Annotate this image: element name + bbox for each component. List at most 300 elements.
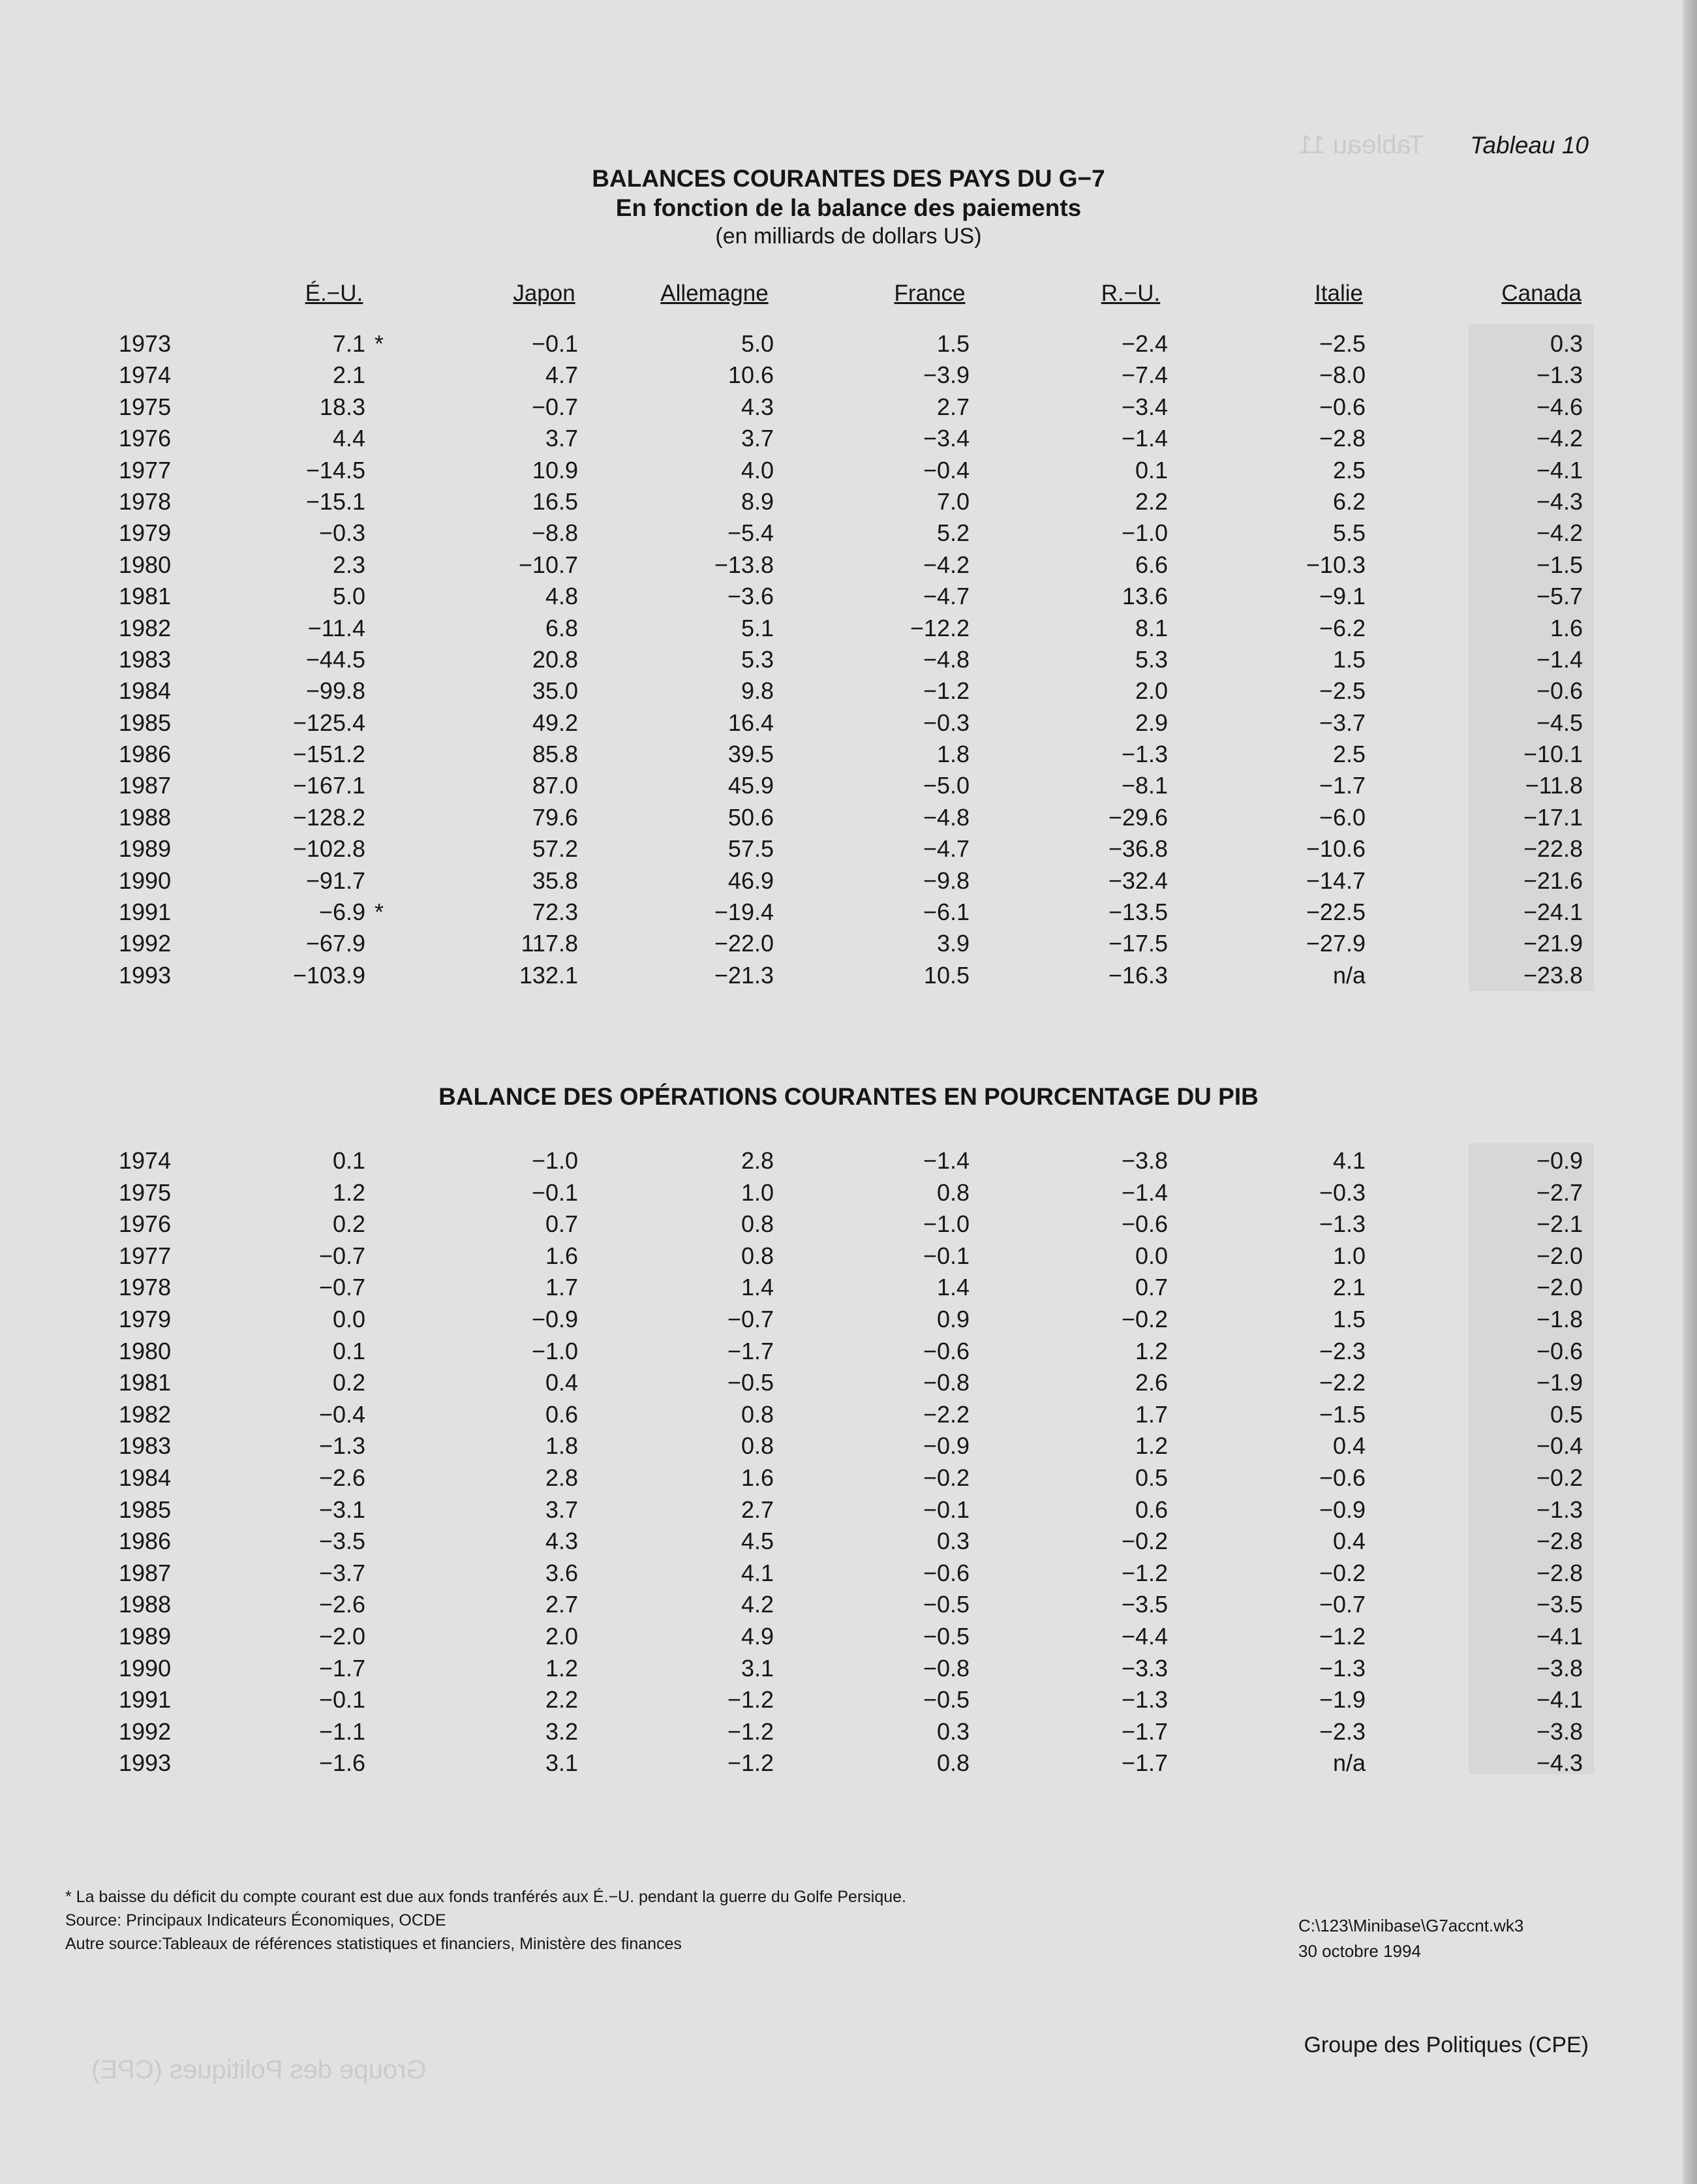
value-cell-allemagne: −21.3 [714, 961, 774, 989]
table-row [0, 453, 1697, 484]
value-cell-allemagne: 39.5 [727, 741, 774, 768]
value-cell-us: 0.2 [332, 1210, 365, 1238]
value-cell-japon: 2.0 [545, 1622, 578, 1650]
value-cell-france: −3.9 [923, 361, 970, 389]
value-cell-canada: −4.1 [1536, 1622, 1583, 1650]
value-cell-us: −2.0 [318, 1622, 365, 1650]
table-row [0, 1334, 1697, 1366]
value-cell-us: −1.7 [318, 1654, 365, 1682]
value-cell-us: −2.6 [318, 1591, 365, 1618]
value-cell-ru: −3.5 [1121, 1591, 1168, 1618]
value-cell-canada: −4.5 [1536, 709, 1583, 736]
value-cell-ru: 0.6 [1135, 1496, 1168, 1523]
value-cell-canada: −1.3 [1536, 361, 1583, 389]
document-date: 30 octobre 1994 [1298, 1941, 1421, 1961]
value-cell-france: −6.1 [923, 899, 970, 926]
value-cell-italie: −10.6 [1306, 835, 1366, 863]
value-cell-allemagne: 45.9 [727, 772, 774, 799]
year-cell: 1993 [119, 1749, 172, 1777]
value-cell-italie: −2.3 [1319, 1717, 1366, 1745]
year-cell: 1981 [119, 1369, 172, 1396]
value-cell-us: 7.1 [332, 330, 365, 357]
value-cell-france: −0.5 [923, 1622, 970, 1650]
table-row [0, 515, 1697, 547]
value-cell-italie: −1.9 [1319, 1686, 1366, 1714]
table-row [0, 642, 1697, 673]
value-cell-italie: 5.5 [1332, 519, 1366, 547]
value-cell-allemagne: −0.5 [727, 1369, 774, 1396]
value-cell-ru: 0.1 [1135, 456, 1168, 484]
value-cell-japon: −0.9 [531, 1305, 578, 1332]
value-cell-canada: −1.9 [1536, 1369, 1583, 1396]
document-subtitle: En fonction de la balance des paiements [615, 194, 1082, 221]
year-cell: 1980 [119, 1337, 172, 1364]
value-cell-us: −99.8 [305, 677, 365, 705]
value-cell-us: −125.4 [292, 709, 365, 736]
value-cell-us: −44.5 [305, 645, 365, 673]
value-cell-france: 7.0 [936, 487, 970, 515]
value-cell-canada: −2.8 [1536, 1528, 1583, 1555]
value-cell-italie: −2.3 [1319, 1337, 1366, 1364]
value-cell-ru: −3.8 [1121, 1147, 1168, 1174]
year-cell: 1989 [119, 1622, 172, 1650]
value-cell-canada: −5.7 [1536, 583, 1583, 610]
value-cell-italie: −1.3 [1319, 1210, 1366, 1238]
value-cell-ru: −1.3 [1121, 741, 1168, 768]
current-account-table [0, 326, 1697, 989]
value-cell-ru: −1.7 [1121, 1749, 1168, 1777]
footer-organization: Groupe des Politiques (CPE) [1304, 2033, 1589, 2057]
value-cell-italie: n/a [1332, 1749, 1366, 1777]
value-cell-canada: −3.8 [1536, 1717, 1583, 1745]
table-row [0, 1587, 1697, 1619]
value-cell-ru: −2.4 [1121, 330, 1168, 357]
value-cell-canada: −24.1 [1523, 899, 1583, 926]
value-cell-allemagne: 57.5 [727, 835, 774, 863]
value-cell-france: −0.6 [923, 1337, 970, 1364]
value-cell-japon: 87.0 [532, 772, 578, 799]
value-cell-canada: −0.2 [1536, 1464, 1583, 1491]
value-cell-ru: 13.6 [1122, 583, 1168, 610]
value-cell-japon: 132.1 [519, 961, 578, 989]
table-row [0, 1207, 1697, 1238]
value-cell-allemagne: 4.9 [741, 1622, 774, 1650]
value-cell-japon: −8.8 [531, 519, 578, 547]
value-cell-us: −15.1 [305, 487, 365, 515]
year-cell: 1985 [119, 709, 172, 736]
value-cell-japon: 2.2 [545, 1686, 578, 1714]
value-cell-japon: 0.7 [545, 1210, 578, 1238]
value-cell-ru: −1.7 [1121, 1717, 1168, 1745]
value-cell-japon: 3.1 [545, 1749, 578, 1777]
year-cell: 1979 [119, 519, 172, 547]
value-cell-japon: 6.8 [545, 614, 578, 641]
value-cell-italie: 1.5 [1332, 645, 1366, 673]
value-cell-japon: 2.7 [545, 1591, 578, 1618]
value-cell-ru: −1.0 [1121, 519, 1168, 547]
year-cell: 1988 [119, 803, 172, 831]
value-cell-ru: −1.3 [1121, 1686, 1168, 1714]
table-row [0, 831, 1697, 863]
table-row [0, 1682, 1697, 1714]
value-cell-japon: −1.0 [531, 1147, 578, 1174]
value-cell-canada: −3.5 [1536, 1591, 1583, 1618]
table-row [0, 1365, 1697, 1397]
year-cell: 1977 [119, 456, 172, 484]
value-cell-italie: −0.6 [1319, 1464, 1366, 1491]
value-cell-us: −103.9 [292, 961, 365, 989]
year-cell: 1984 [119, 1464, 172, 1491]
value-cell-japon: 1.8 [545, 1432, 578, 1460]
value-cell-canada: −4.3 [1536, 1749, 1583, 1777]
value-cell-japon: 3.2 [545, 1717, 578, 1745]
table-row [0, 768, 1697, 799]
year-cell: 1982 [119, 614, 172, 641]
value-cell-ru: 2.0 [1135, 677, 1168, 705]
value-cell-us: −6.9 [318, 899, 365, 926]
value-cell-ru: −17.5 [1108, 930, 1168, 957]
column-header-canada: Canada [1501, 281, 1582, 306]
year-cell: 1980 [119, 551, 172, 578]
value-cell-italie: −10.3 [1306, 551, 1366, 578]
value-cell-canada: −2.0 [1536, 1274, 1583, 1301]
value-cell-france: −0.2 [923, 1464, 970, 1491]
value-cell-canada: −21.9 [1523, 930, 1583, 957]
value-cell-us: −3.7 [318, 1559, 365, 1586]
value-cell-italie: 2.5 [1332, 456, 1366, 484]
value-cell-france: −9.8 [923, 867, 970, 894]
units-note: (en milliards de dollars US) [715, 224, 982, 249]
value-cell-france: 0.9 [936, 1305, 970, 1332]
value-cell-japon: 0.4 [545, 1369, 578, 1396]
value-cell-us: −0.7 [318, 1274, 365, 1301]
value-cell-france: −0.9 [923, 1432, 970, 1460]
value-cell-us: −102.8 [292, 835, 365, 863]
value-cell-canada: 1.6 [1550, 614, 1583, 641]
value-cell-allemagne: −0.7 [727, 1305, 774, 1332]
year-cell: 1979 [119, 1305, 172, 1332]
value-cell-france: −5.0 [923, 772, 970, 799]
value-cell-ru: 2.6 [1135, 1369, 1168, 1396]
value-cell-us: 1.2 [332, 1178, 365, 1206]
value-cell-france: −0.3 [923, 709, 970, 736]
value-cell-italie: −6.0 [1319, 803, 1366, 831]
value-cell-canada: −22.8 [1523, 835, 1583, 863]
value-cell-france: −4.8 [923, 803, 970, 831]
value-cell-france: 1.8 [936, 741, 970, 768]
value-cell-us: −2.6 [318, 1464, 365, 1491]
value-cell-canada: −23.8 [1523, 961, 1583, 989]
value-cell-us: −1.3 [318, 1432, 365, 1460]
value-cell-france: 0.8 [936, 1749, 970, 1777]
value-cell-japon: −0.1 [531, 330, 578, 357]
value-cell-us: 2.1 [332, 361, 365, 389]
value-cell-allemagne: 16.4 [727, 709, 774, 736]
value-cell-japon: 20.8 [532, 645, 578, 673]
value-cell-allemagne: −3.6 [727, 583, 774, 610]
value-cell-france: −4.7 [923, 835, 970, 863]
value-cell-allemagne: −5.4 [727, 519, 774, 547]
value-cell-japon: 35.8 [532, 867, 578, 894]
value-cell-france: −1.4 [923, 1147, 970, 1174]
column-header-row [0, 281, 1697, 313]
year-cell: 1985 [119, 1496, 172, 1523]
year-cell: 1981 [119, 583, 172, 610]
value-cell-italie: −1.5 [1319, 1400, 1366, 1428]
value-cell-ru: 5.3 [1135, 645, 1168, 673]
year-cell: 1982 [119, 1400, 172, 1428]
value-cell-france: −4.7 [923, 583, 970, 610]
value-cell-us: −67.9 [305, 930, 365, 957]
value-cell-japon: 3.6 [545, 1559, 578, 1586]
value-cell-france: −0.8 [923, 1369, 970, 1396]
value-cell-italie: n/a [1332, 961, 1366, 989]
value-cell-france: −3.4 [923, 425, 970, 452]
year-cell: 1983 [119, 645, 172, 673]
value-cell-france: 10.5 [923, 961, 970, 989]
column-header-france: France [894, 281, 966, 306]
table-row [0, 863, 1697, 895]
value-cell-allemagne: 1.0 [741, 1178, 774, 1206]
year-cell: 1984 [119, 677, 172, 705]
value-cell-us: 0.1 [332, 1147, 365, 1174]
value-cell-ru: −13.5 [1108, 899, 1168, 926]
value-cell-italie: −2.2 [1319, 1369, 1366, 1396]
value-cell-ru: 0.0 [1135, 1242, 1168, 1269]
table-row [0, 1746, 1697, 1777]
value-cell-us: −3.1 [318, 1496, 365, 1523]
table-row [0, 1714, 1697, 1746]
value-cell-canada: −1.3 [1536, 1496, 1583, 1523]
table-row [0, 895, 1697, 926]
column-header-ru: R.−U. [1101, 281, 1161, 306]
value-cell-canada: −2.1 [1536, 1210, 1583, 1238]
table-row [0, 800, 1697, 831]
value-cell-us: −0.4 [318, 1400, 365, 1428]
value-cell-ru: −0.2 [1121, 1305, 1168, 1332]
value-cell-italie: 0.4 [1332, 1432, 1366, 1460]
value-cell-ru: −36.8 [1108, 835, 1168, 863]
year-cell: 1991 [119, 1686, 172, 1714]
document-title: BALANCES COURANTES DES PAYS DU G−7 [592, 165, 1105, 192]
value-cell-ru: −3.4 [1121, 393, 1168, 420]
value-cell-canada: −1.5 [1536, 551, 1583, 578]
value-cell-canada: −1.4 [1536, 645, 1583, 673]
value-cell-allemagne: 0.8 [741, 1400, 774, 1428]
table-row [0, 1302, 1697, 1334]
value-cell-japon: 117.8 [521, 930, 578, 957]
value-cell-allemagne: −1.7 [727, 1337, 774, 1364]
value-cell-canada: −2.0 [1536, 1242, 1583, 1269]
table-row [0, 1651, 1697, 1683]
bleed-through-text: Groupe des Politiques (CPE) [91, 2055, 427, 2084]
table-row [0, 1619, 1697, 1651]
value-cell-italie: 1.5 [1332, 1305, 1366, 1332]
value-cell-italie: −0.9 [1319, 1496, 1366, 1523]
value-cell-italie: −1.2 [1319, 1622, 1366, 1650]
value-cell-ru: 2.2 [1135, 487, 1168, 515]
value-cell-japon: 35.0 [532, 677, 578, 705]
value-cell-italie: −8.0 [1319, 361, 1366, 389]
value-cell-ru: −1.2 [1121, 1559, 1168, 1586]
table-number: Tableau 10 [1470, 132, 1589, 159]
table-row [0, 484, 1697, 515]
value-cell-france: 0.3 [936, 1528, 970, 1555]
value-cell-canada: −4.2 [1536, 519, 1583, 547]
value-cell-japon: 0.6 [545, 1400, 578, 1428]
value-cell-ru: −16.3 [1108, 961, 1168, 989]
value-cell-canada: −17.1 [1523, 803, 1583, 831]
value-cell-us: −0.3 [318, 519, 365, 547]
value-cell-allemagne: 4.0 [741, 456, 774, 484]
table-row [0, 1556, 1697, 1588]
value-cell-france: −4.8 [923, 645, 970, 673]
value-cell-us: 0.1 [332, 1337, 365, 1364]
value-cell-us: −3.5 [318, 1528, 365, 1555]
table-row [0, 579, 1697, 610]
value-cell-france: −0.1 [923, 1242, 970, 1269]
column-header-japon: Japon [513, 281, 575, 306]
year-cell: 1976 [119, 1210, 172, 1238]
value-cell-ru: −1.4 [1121, 1178, 1168, 1206]
year-cell: 1975 [119, 1178, 172, 1206]
value-cell-us: −91.7 [305, 867, 365, 894]
value-cell-ru: −0.6 [1121, 1210, 1168, 1238]
footnote-marker: * [375, 899, 384, 926]
year-cell: 1992 [119, 930, 172, 957]
value-cell-allemagne: 5.1 [741, 614, 774, 641]
value-cell-italie: −0.3 [1319, 1178, 1366, 1206]
value-cell-japon: 1.2 [545, 1654, 578, 1682]
value-cell-canada: −4.6 [1536, 393, 1583, 420]
value-cell-france: −0.8 [923, 1654, 970, 1682]
table-row [0, 611, 1697, 642]
year-cell: 1978 [119, 1274, 172, 1301]
value-cell-japon: −1.0 [531, 1337, 578, 1364]
value-cell-us: −14.5 [305, 456, 365, 484]
value-cell-us: 5.0 [332, 583, 365, 610]
value-cell-france: 3.9 [936, 930, 970, 957]
value-cell-italie: 2.5 [1332, 741, 1366, 768]
value-cell-allemagne: 0.8 [741, 1210, 774, 1238]
value-cell-canada: 0.5 [1550, 1400, 1583, 1428]
value-cell-canada: 0.3 [1550, 330, 1583, 357]
value-cell-japon: 10.9 [532, 456, 578, 484]
value-cell-japon: 79.6 [532, 803, 578, 831]
year-cell: 1989 [119, 835, 172, 863]
value-cell-ru: −7.4 [1121, 361, 1168, 389]
value-cell-canada: −1.8 [1536, 1305, 1583, 1332]
table-row [0, 390, 1697, 421]
value-cell-ru: −4.4 [1121, 1622, 1168, 1650]
value-cell-us: −128.2 [292, 803, 365, 831]
value-cell-allemagne: 3.1 [741, 1654, 774, 1682]
value-cell-italie: −14.7 [1306, 867, 1366, 894]
year-cell: 1986 [119, 1528, 172, 1555]
table-row [0, 547, 1697, 579]
year-cell: 1987 [119, 772, 172, 799]
value-cell-japon: 1.7 [545, 1274, 578, 1301]
value-cell-allemagne: −1.2 [727, 1749, 774, 1777]
value-cell-allemagne: −1.2 [727, 1686, 774, 1714]
value-cell-italie: 2.1 [1332, 1274, 1366, 1301]
value-cell-japon: 57.2 [532, 835, 578, 863]
value-cell-us: −0.7 [318, 1242, 365, 1269]
table-row [0, 1238, 1697, 1270]
year-cell: 1993 [119, 961, 172, 989]
value-cell-ru: 1.7 [1135, 1400, 1168, 1428]
table-row [0, 737, 1697, 768]
value-cell-italie: −9.1 [1319, 583, 1366, 610]
year-cell: 1975 [119, 393, 172, 420]
percent-gdp-table [0, 1143, 1697, 1777]
value-cell-allemagne: 50.6 [727, 803, 774, 831]
value-cell-italie: −0.2 [1319, 1559, 1366, 1586]
value-cell-italie: 1.0 [1332, 1242, 1366, 1269]
value-cell-italie: −22.5 [1306, 899, 1366, 926]
value-cell-allemagne: 1.4 [741, 1274, 774, 1301]
value-cell-allemagne: −13.8 [714, 551, 774, 578]
value-cell-allemagne: 5.3 [741, 645, 774, 673]
other-source-note: Autre source:Tableaux de références statistiques et financiers, Ministère des finances [65, 1935, 682, 1953]
value-cell-japon: 1.6 [545, 1242, 578, 1269]
value-cell-us: 0.2 [332, 1369, 365, 1396]
value-cell-allemagne: 9.8 [741, 677, 774, 705]
table-row [0, 673, 1697, 705]
value-cell-canada: −21.6 [1523, 867, 1583, 894]
value-cell-france: −0.1 [923, 1496, 970, 1523]
value-cell-allemagne: 3.7 [741, 425, 774, 452]
value-cell-allemagne: 0.8 [741, 1432, 774, 1460]
value-cell-japon: 16.5 [532, 487, 578, 515]
value-cell-allemagne: −22.0 [714, 930, 774, 957]
value-cell-ru: 1.2 [1135, 1337, 1168, 1364]
value-cell-japon: 85.8 [532, 741, 578, 768]
value-cell-ru: 0.7 [1135, 1274, 1168, 1301]
bleed-through-text: Tableau 11 [1298, 131, 1424, 159]
value-cell-ru: 8.1 [1135, 614, 1168, 641]
value-cell-us: −1.1 [318, 1717, 365, 1745]
value-cell-allemagne: 8.9 [741, 487, 774, 515]
value-cell-italie: 0.4 [1332, 1528, 1366, 1555]
value-cell-canada: −2.7 [1536, 1178, 1583, 1206]
value-cell-france: −1.0 [923, 1210, 970, 1238]
value-cell-italie: −2.5 [1319, 330, 1366, 357]
value-cell-allemagne: 46.9 [727, 867, 774, 894]
table-row [0, 705, 1697, 737]
year-cell: 1974 [119, 1147, 172, 1174]
table-row [0, 1143, 1697, 1175]
table-row [0, 1175, 1697, 1207]
table-row [0, 1428, 1697, 1460]
value-cell-japon: 3.7 [545, 1496, 578, 1523]
value-cell-italie: 6.2 [1332, 487, 1366, 515]
value-cell-allemagne: 2.7 [741, 1496, 774, 1523]
value-cell-canada: −11.8 [1525, 772, 1583, 799]
table-row [0, 1492, 1697, 1524]
table-row [0, 421, 1697, 452]
value-cell-us: −151.2 [292, 741, 365, 768]
value-cell-canada: −0.6 [1536, 1337, 1583, 1364]
value-cell-france: −0.5 [923, 1686, 970, 1714]
file-path: C:\123\Minibase\G7accnt.wk3 [1298, 1916, 1524, 1935]
value-cell-france: −1.2 [923, 677, 970, 705]
value-cell-allemagne: 4.3 [741, 393, 774, 420]
value-cell-ru: 6.6 [1135, 551, 1168, 578]
value-cell-italie: −1.7 [1319, 772, 1366, 799]
value-cell-canada: −0.9 [1536, 1147, 1583, 1174]
value-cell-japon: 4.7 [545, 361, 578, 389]
